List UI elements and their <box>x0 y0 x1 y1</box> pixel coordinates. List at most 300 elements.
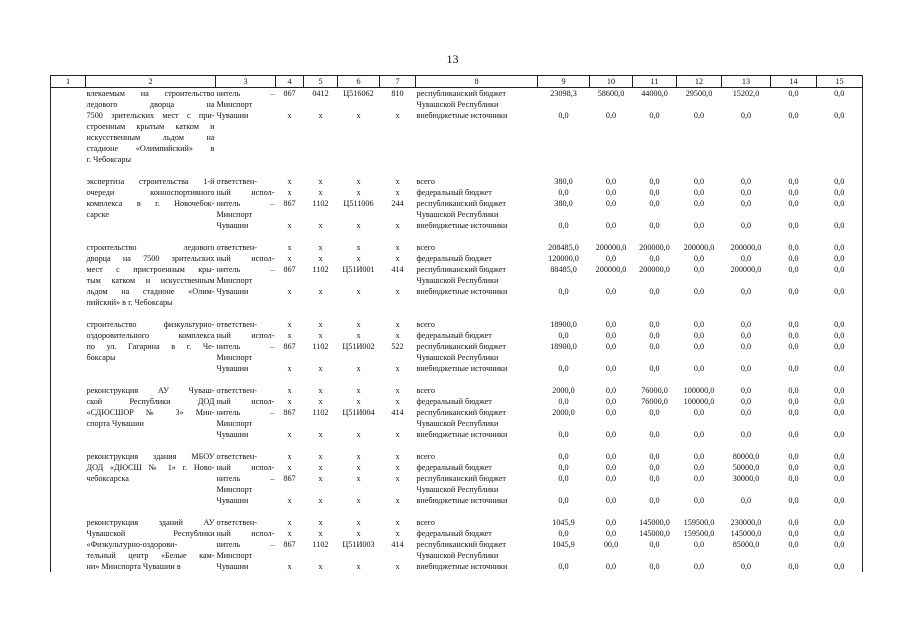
cell-col-2: 7500 зрительских мест с при- <box>86 111 215 120</box>
cell-col-5: x <box>318 331 323 340</box>
cell-col-4: x <box>287 397 292 406</box>
table-row <box>51 286 863 297</box>
cell-col-4 <box>276 231 304 242</box>
cell-col-11: 0,0 <box>649 496 660 505</box>
cell-col-5: x <box>318 397 323 406</box>
cell-col-13 <box>722 484 771 495</box>
table-row <box>51 220 863 231</box>
cell-col-10: 0,0 <box>605 562 617 571</box>
cell-col-9: 0,0 <box>558 331 569 340</box>
table-row <box>51 418 863 429</box>
cell-col-15 <box>817 121 863 132</box>
cell-col-7 <box>380 132 416 143</box>
cell-col-15: 0,0 <box>817 473 863 484</box>
cell-col-4: x <box>287 111 292 120</box>
cell-col-15: 0,0 <box>817 429 863 440</box>
cell-col-1 <box>51 264 86 275</box>
cell-col-11: 200000,0 <box>639 265 670 274</box>
cell-col-11 <box>633 506 677 517</box>
cell-col-9: 208485,0 <box>548 243 579 252</box>
table-row <box>51 154 863 165</box>
cell-col-11: 0,0 <box>649 540 660 549</box>
cell-col-1 <box>51 308 86 319</box>
column-number-11: 11 <box>633 76 677 88</box>
cell-col-15: 0,0 <box>817 462 863 473</box>
cell-col-10 <box>590 132 633 143</box>
cell-col-5 <box>304 121 338 132</box>
cell-col-3: Минспорт <box>216 210 253 219</box>
cell-col-3: нитель – <box>216 408 275 417</box>
table-row <box>51 110 863 121</box>
cell-col-11 <box>633 154 677 165</box>
cell-col-15: 0,0 <box>817 198 863 209</box>
cell-col-3: ответствен- <box>216 320 257 329</box>
cell-col-5 <box>304 550 338 561</box>
cell-col-5: x <box>318 430 323 439</box>
cell-col-5: x <box>318 243 323 252</box>
cell-col-6: x <box>356 287 361 296</box>
cell-col-8: внебюджетные источники <box>416 364 508 373</box>
cell-col-4: x <box>287 364 292 373</box>
cell-col-5: x <box>318 221 323 230</box>
cell-col-2: комплекса в г. Новочебок- <box>86 199 215 208</box>
cell-col-13: 0,0 <box>740 111 752 120</box>
cell-col-4 <box>276 506 304 517</box>
cell-col-3: Чувашии <box>216 496 249 505</box>
cell-col-14 <box>771 165 817 176</box>
cell-col-8: республиканский бюджет <box>416 540 506 549</box>
cell-col-13 <box>722 550 771 561</box>
cell-col-13: 0,0 <box>740 287 752 296</box>
cell-col-15 <box>817 308 863 319</box>
cell-col-13 <box>722 165 771 176</box>
cell-col-3: Минспорт <box>216 551 253 560</box>
cell-col-7 <box>380 484 416 495</box>
cell-col-3: Минспорт <box>216 485 253 494</box>
cell-col-14: 0,0 <box>788 463 799 472</box>
cell-col-15: 0,0 <box>817 110 863 121</box>
cell-col-10: 0,0 <box>605 518 617 527</box>
cell-col-4 <box>276 484 304 495</box>
table-row <box>51 99 863 110</box>
cell-col-2: пийский» в г. Чебоксары <box>86 298 173 307</box>
cell-col-13: 0,0 <box>740 496 752 505</box>
cell-col-11: 0,0 <box>649 474 660 483</box>
cell-col-1 <box>51 440 86 451</box>
page-number: 13 <box>446 52 459 66</box>
cell-col-4 <box>276 308 304 319</box>
cell-col-6: x <box>356 188 361 197</box>
cell-col-5: x <box>318 111 323 120</box>
cell-col-14: 0,0 <box>788 496 799 505</box>
cell-col-8: федеральный бюджет <box>416 331 492 340</box>
cell-col-15: 0,0 <box>817 495 863 506</box>
cell-col-10: 200000,0 <box>595 243 627 252</box>
cell-col-9 <box>538 418 590 429</box>
cell-col-6: Ц516062 <box>338 88 380 100</box>
cell-col-9: 18900,0 <box>550 342 577 351</box>
column-number-6: 6 <box>338 76 380 88</box>
table-row <box>51 308 863 319</box>
cell-col-2: сарске <box>86 210 110 219</box>
cell-col-4: x <box>287 452 292 461</box>
cell-col-10: 58600,0 <box>590 88 633 100</box>
cell-col-6 <box>338 484 380 495</box>
cell-col-11 <box>633 440 677 451</box>
cell-col-11: 0,0 <box>649 408 660 417</box>
cell-col-11: 0,0 <box>649 463 660 472</box>
cell-col-10: 0,0 <box>605 430 617 439</box>
cell-col-11: 145000,0 <box>639 529 670 538</box>
cell-col-5: 1102 <box>312 342 329 351</box>
cell-col-7: x <box>395 529 400 538</box>
cell-col-7: x <box>395 386 400 395</box>
cell-col-6 <box>338 506 380 517</box>
cell-col-14: 0,0 <box>788 342 799 351</box>
cell-col-12: 0,0 <box>693 111 705 120</box>
cell-col-8 <box>416 132 538 143</box>
cell-col-11 <box>633 231 677 242</box>
cell-col-12: 0,0 <box>693 342 705 351</box>
cell-col-14: 0,0 <box>788 452 799 461</box>
cell-col-11: 0,0 <box>649 364 660 373</box>
cell-col-7: x <box>395 177 400 186</box>
cell-col-3: Чувашии <box>216 221 249 230</box>
cell-col-8: внебюджетные источники <box>416 287 508 296</box>
cell-col-8: всего <box>416 518 435 527</box>
cell-col-14 <box>771 121 817 132</box>
cell-col-7 <box>380 209 416 220</box>
cell-col-1 <box>51 198 86 209</box>
cell-col-1 <box>51 220 86 231</box>
cell-col-7 <box>380 550 416 561</box>
cell-col-11 <box>633 132 677 143</box>
cell-col-2: ни» Минспорта Чувашии в <box>86 562 181 571</box>
cell-col-7: x <box>395 254 400 263</box>
cell-col-7: x <box>395 320 400 329</box>
cell-col-12: 0,0 <box>693 331 705 340</box>
cell-col-5: x <box>318 496 323 505</box>
cell-col-6: Ц51И003 <box>342 540 375 549</box>
cell-col-3: Чувашии <box>216 111 249 120</box>
cell-col-8: всего <box>416 177 435 186</box>
cell-col-4: 867 <box>283 199 296 208</box>
cell-col-4: x <box>287 188 292 197</box>
cell-col-3 <box>216 308 276 319</box>
column-number-10: 10 <box>590 76 633 88</box>
cell-col-10: 0,0 <box>605 199 617 208</box>
cell-col-2: ледового дворца на <box>86 100 215 109</box>
table-row <box>51 132 863 143</box>
cell-col-1 <box>51 451 86 462</box>
cell-col-10: 0,0 <box>605 331 617 340</box>
cell-col-8: республиканский бюджет <box>416 265 506 274</box>
table-row <box>51 330 863 341</box>
cell-col-15: 0,0 <box>817 242 863 253</box>
cell-col-6: Ц51И004 <box>342 408 375 417</box>
cell-col-11: 0,0 <box>649 221 660 230</box>
cell-col-3 <box>216 297 276 308</box>
cell-col-1 <box>51 242 86 253</box>
cell-col-11: 0,0 <box>649 342 660 351</box>
cell-col-9: 0,0 <box>558 221 569 230</box>
cell-col-2: тым катком и искусственным <box>86 276 215 285</box>
cell-col-7 <box>380 231 416 242</box>
cell-col-8 <box>416 121 538 132</box>
table-row <box>51 473 863 484</box>
cell-col-1 <box>51 550 86 561</box>
cell-col-7: 522 <box>391 342 404 351</box>
cell-col-13 <box>722 132 771 143</box>
cell-col-12 <box>677 297 722 308</box>
cell-col-9: 0,0 <box>558 364 569 373</box>
cell-col-3: ответствен- <box>216 243 257 252</box>
cell-col-14: 0,0 <box>788 254 799 263</box>
cell-col-14: 0,0 <box>788 386 799 395</box>
table-row <box>51 297 863 308</box>
cell-col-6 <box>338 143 380 154</box>
cell-col-4: x <box>287 243 292 252</box>
cell-col-7 <box>380 440 416 451</box>
cell-col-8: республиканский бюджет <box>416 408 506 417</box>
cell-col-13 <box>722 154 771 165</box>
cell-col-14: 0,0 <box>788 430 799 439</box>
cell-col-9 <box>538 165 590 176</box>
cell-col-2: реконструкция зданий АУ <box>86 518 215 527</box>
cell-col-1 <box>51 429 86 440</box>
cell-col-15 <box>817 231 863 242</box>
cell-col-13: 0,0 <box>740 397 752 406</box>
cell-col-12 <box>677 506 722 517</box>
cell-col-14: 0,0 <box>788 474 799 483</box>
cell-col-2: оздоровительного комплекса <box>86 331 215 340</box>
column-number-1: 1 <box>51 76 86 88</box>
cell-col-6 <box>338 352 380 363</box>
cell-col-4 <box>276 418 304 429</box>
cell-col-14: 0,0 <box>788 287 799 296</box>
cell-col-6 <box>338 374 380 385</box>
cell-col-1 <box>51 121 86 132</box>
cell-col-9 <box>538 132 590 143</box>
cell-col-3: ный испол- <box>216 254 275 263</box>
cell-col-4 <box>276 132 304 143</box>
cell-col-1 <box>51 539 86 550</box>
cell-col-12 <box>677 121 722 132</box>
cell-col-7: x <box>395 397 400 406</box>
cell-col-6 <box>338 132 380 143</box>
cell-col-14: 0,0 <box>788 408 799 417</box>
cell-col-13: 0,0 <box>740 177 752 186</box>
cell-col-13: 0,0 <box>740 199 752 208</box>
cell-col-9 <box>538 231 590 242</box>
cell-col-12: 0,0 <box>693 199 705 208</box>
cell-col-10 <box>590 418 633 429</box>
cell-col-12 <box>677 132 722 143</box>
cell-col-10 <box>590 297 633 308</box>
cell-col-2: реконструкция здания МБОУ <box>86 452 215 461</box>
cell-col-7: 810 <box>380 88 416 100</box>
cell-col-15: 0,0 <box>817 451 863 462</box>
cell-col-4: x <box>287 430 292 439</box>
cell-col-5: x <box>318 287 323 296</box>
table-row <box>51 88 863 100</box>
cell-col-14 <box>771 374 817 385</box>
cell-col-14: 0,0 <box>788 518 799 527</box>
cell-col-7: x <box>395 562 400 571</box>
table-row <box>51 363 863 374</box>
cell-col-8 <box>416 297 538 308</box>
cell-col-10 <box>590 440 633 451</box>
cell-col-7: x <box>395 111 400 120</box>
cell-col-12: 0,0 <box>693 474 705 483</box>
cell-col-6 <box>338 165 380 176</box>
cell-col-15 <box>817 275 863 286</box>
cell-col-6 <box>338 209 380 220</box>
cell-col-3 <box>216 374 276 385</box>
cell-col-15: 0,0 <box>817 220 863 231</box>
cell-col-11: 0,0 <box>649 452 660 461</box>
table-row <box>51 176 863 187</box>
cell-col-7: x <box>395 463 400 472</box>
cell-col-15 <box>817 550 863 561</box>
cell-col-9 <box>538 297 590 308</box>
cell-col-15: 0,0 <box>817 88 863 100</box>
cell-col-11 <box>633 143 677 154</box>
cell-col-10: 0,0 <box>605 364 617 373</box>
column-number-7: 7 <box>380 76 416 88</box>
cell-col-9: 0,0 <box>558 397 569 406</box>
cell-col-6: x <box>356 518 361 527</box>
cell-col-7: x <box>395 518 400 527</box>
cell-col-14 <box>771 484 817 495</box>
cell-col-12 <box>677 99 722 110</box>
cell-col-11: 0,0 <box>649 111 660 120</box>
cell-col-3: ный испол- <box>216 331 275 340</box>
cell-col-4: 867 <box>283 540 296 549</box>
cell-col-5 <box>304 506 338 517</box>
cell-col-6: x <box>356 562 361 571</box>
cell-col-8: Чувашской Республики <box>416 100 499 109</box>
table-row <box>51 429 863 440</box>
cell-col-1 <box>51 110 86 121</box>
cell-col-2 <box>86 495 216 506</box>
cell-col-15 <box>817 418 863 429</box>
column-number-12: 12 <box>677 76 722 88</box>
cell-col-3: нитель – <box>216 342 275 351</box>
cell-col-2: «СДЮСШОР № 3» Мин- <box>86 408 215 417</box>
cell-col-10 <box>590 352 633 363</box>
cell-col-15 <box>817 143 863 154</box>
cell-col-12: 0,0 <box>693 177 705 186</box>
cell-col-3: Минспорт <box>216 100 253 109</box>
cell-col-11: 0,0 <box>649 287 660 296</box>
cell-col-9 <box>538 484 590 495</box>
column-number-4: 4 <box>276 76 304 88</box>
cell-col-6: x <box>356 452 361 461</box>
table-row <box>51 550 863 561</box>
cell-col-6: x <box>356 221 361 230</box>
cell-col-15 <box>817 440 863 451</box>
cell-col-5 <box>304 143 338 154</box>
cell-col-14 <box>771 352 817 363</box>
cell-col-12 <box>677 209 722 220</box>
cell-col-5: x <box>318 177 323 186</box>
cell-col-8 <box>416 440 538 451</box>
cell-col-11 <box>633 165 677 176</box>
cell-col-9 <box>538 209 590 220</box>
cell-col-12: 0,0 <box>693 452 705 461</box>
cell-col-13 <box>722 374 771 385</box>
cell-col-9 <box>538 440 590 451</box>
cell-col-4: x <box>287 221 292 230</box>
cell-col-12 <box>677 165 722 176</box>
cell-col-9: 0,0 <box>558 430 569 439</box>
cell-col-14: 0,0 <box>788 177 799 186</box>
cell-col-13: 200000,0 <box>730 265 762 274</box>
cell-col-5: x <box>318 254 323 263</box>
cell-col-15: 0,0 <box>817 539 863 550</box>
cell-col-11: 0,0 <box>649 177 660 186</box>
cell-col-13: 0,0 <box>740 386 752 395</box>
table-row <box>51 319 863 330</box>
cell-col-5: x <box>318 529 323 538</box>
cell-col-6: x <box>356 177 361 186</box>
cell-col-10 <box>590 165 633 176</box>
cell-col-13 <box>722 99 771 110</box>
cell-col-5 <box>304 484 338 495</box>
cell-col-2 <box>86 506 216 517</box>
cell-col-12 <box>677 308 722 319</box>
cell-col-9: 120000,0 <box>548 254 579 263</box>
cell-col-10 <box>590 506 633 517</box>
cell-col-9: 0,0 <box>558 496 569 505</box>
cell-col-9: 0,0 <box>558 287 569 296</box>
cell-col-14 <box>771 506 817 517</box>
table-row <box>51 242 863 253</box>
cell-col-11 <box>633 297 677 308</box>
cell-col-5: 1102 <box>312 408 329 417</box>
cell-col-3: Минспорт <box>216 419 253 428</box>
cell-col-7: 414 <box>391 408 404 417</box>
cell-col-14: 0,0 <box>788 221 799 230</box>
cell-col-8 <box>416 374 538 385</box>
cell-col-9 <box>538 308 590 319</box>
cell-col-7 <box>380 352 416 363</box>
cell-col-2: по ул. Гагарина в г. Че- <box>86 342 215 351</box>
cell-col-6: x <box>356 254 361 263</box>
cell-col-7: x <box>395 430 400 439</box>
cell-col-14 <box>771 275 817 286</box>
table-row <box>51 231 863 242</box>
cell-col-15: 0,0 <box>817 187 863 198</box>
cell-col-1 <box>51 363 86 374</box>
cell-col-15: 0,0 <box>817 176 863 187</box>
cell-col-4 <box>276 440 304 451</box>
cell-col-1 <box>51 297 86 308</box>
cell-col-8: Чувашской Республики <box>416 419 499 428</box>
cell-col-8 <box>416 506 538 517</box>
cell-col-1 <box>51 187 86 198</box>
cell-col-4 <box>276 121 304 132</box>
cell-col-14 <box>771 143 817 154</box>
cell-col-8: внебюджетные источники <box>416 496 508 505</box>
cell-col-15: 0,0 <box>817 253 863 264</box>
cell-col-4: x <box>287 254 292 263</box>
cell-col-3: ответствен- <box>216 452 257 461</box>
cell-col-14 <box>771 209 817 220</box>
cell-col-11: 145000,0 <box>639 518 670 527</box>
cell-col-6 <box>338 308 380 319</box>
